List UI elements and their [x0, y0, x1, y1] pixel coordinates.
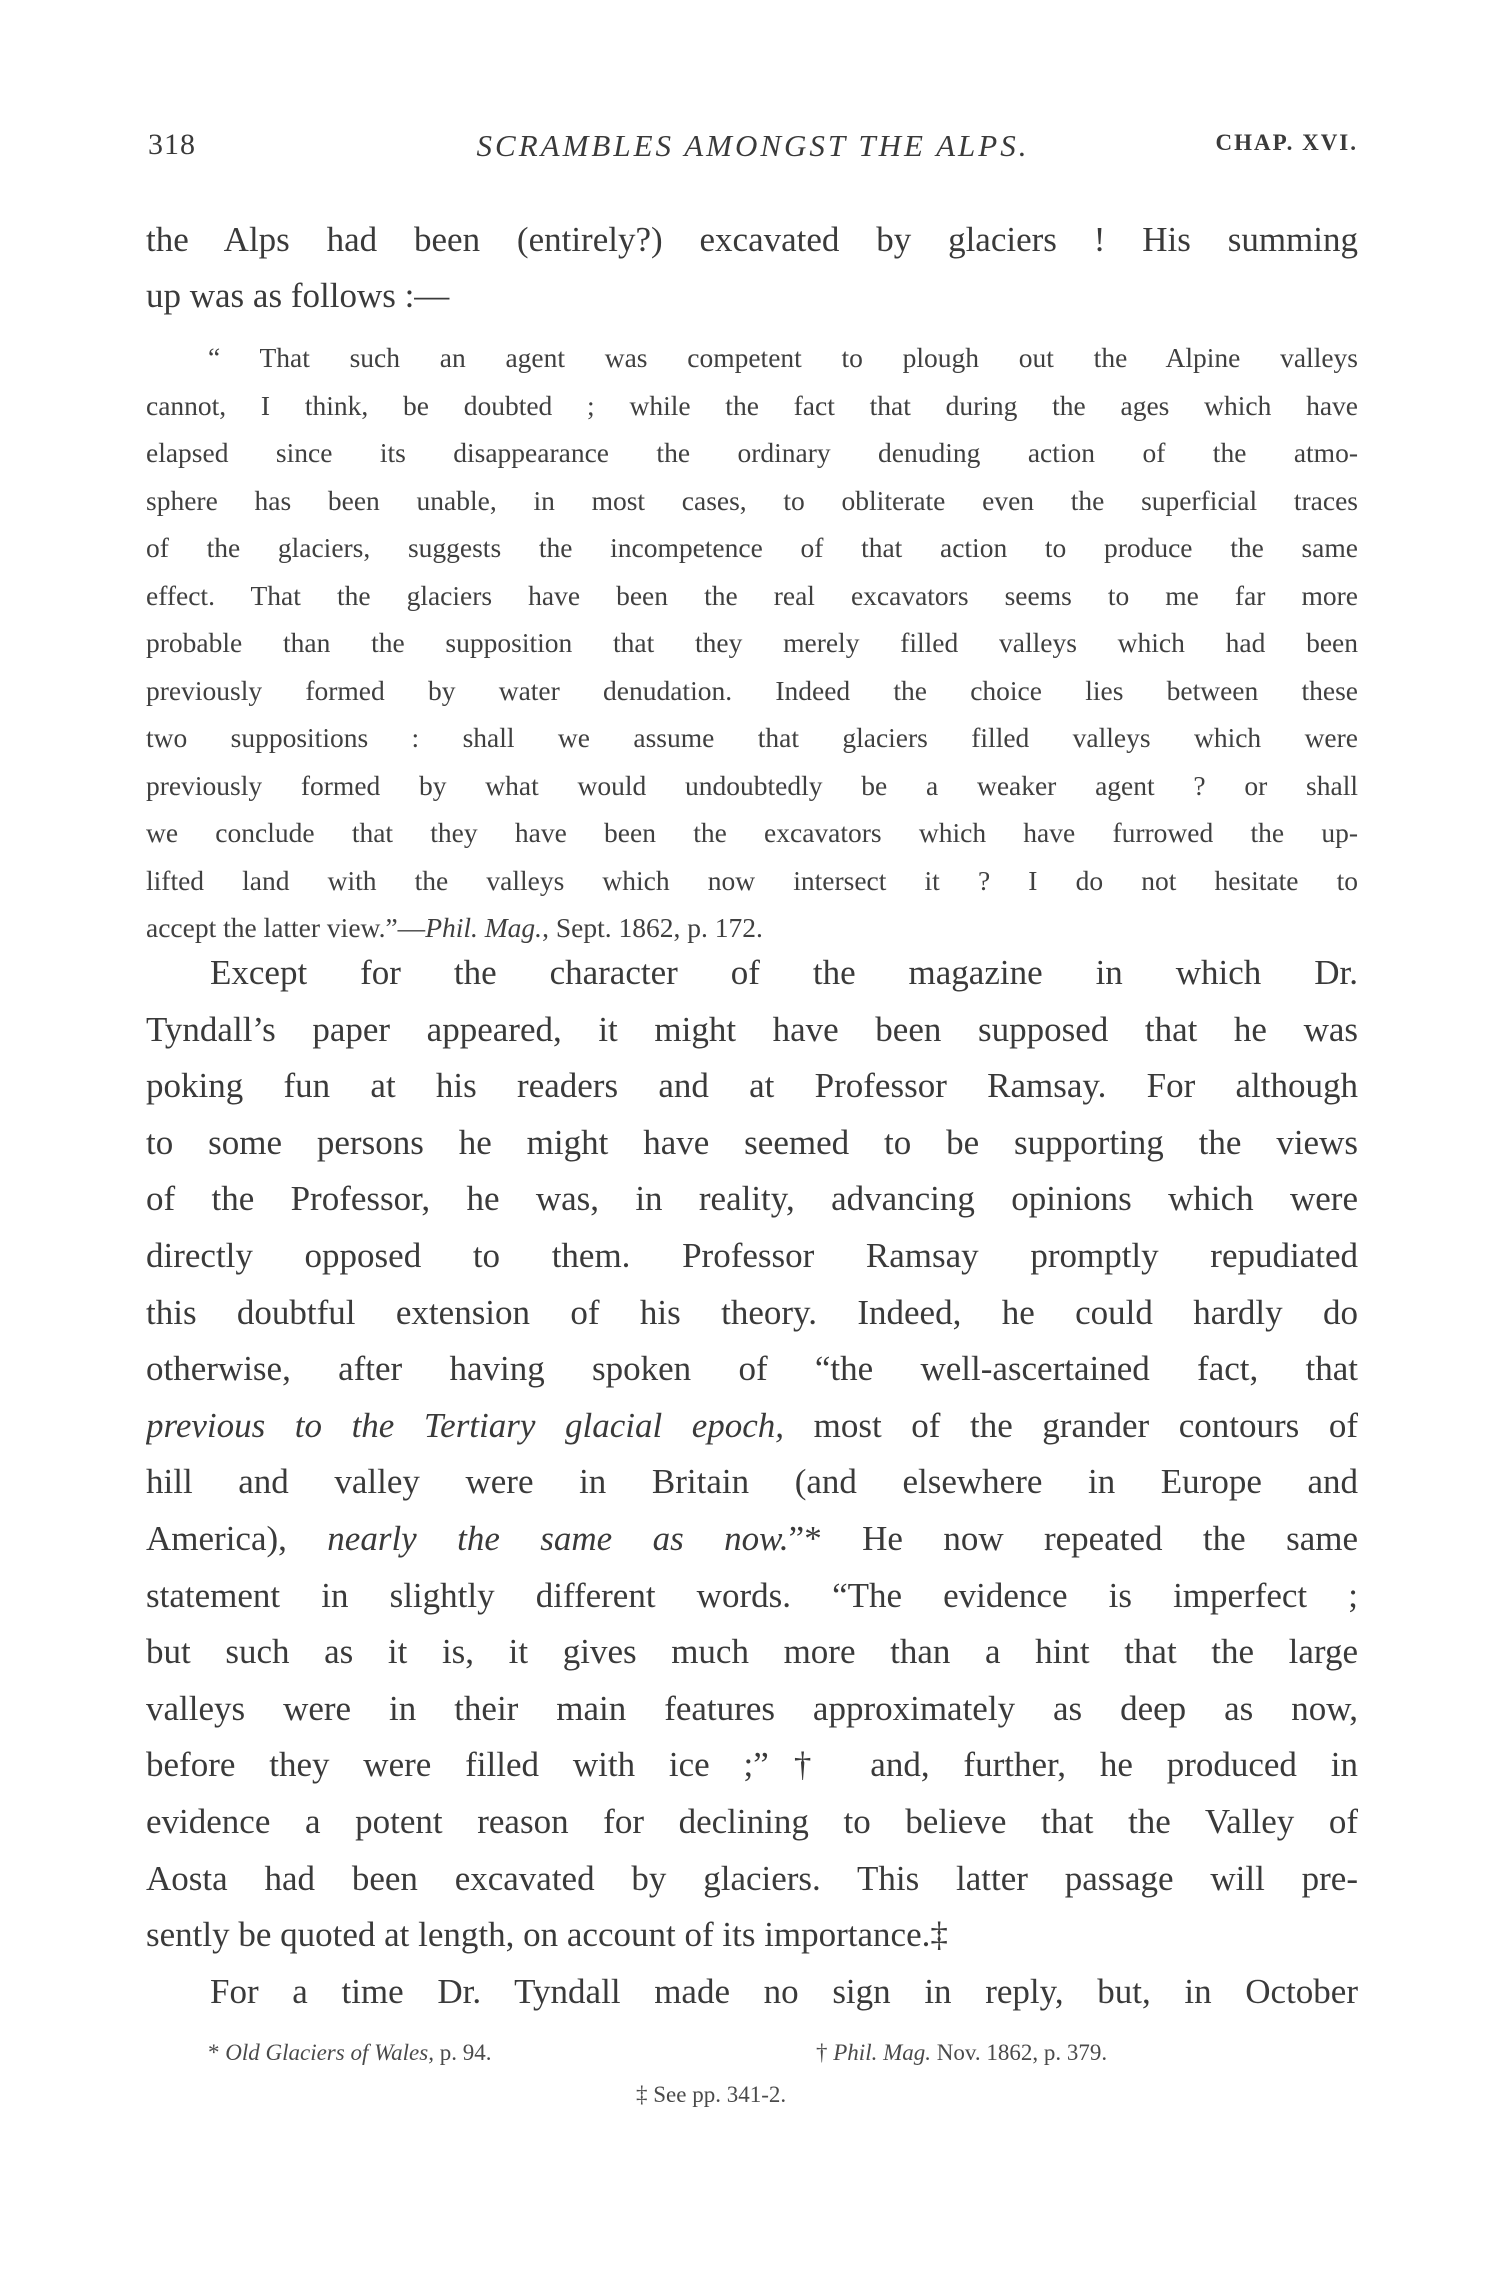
- body-text: [146, 945, 1358, 2020]
- text-run: America),: [146, 1518, 328, 1558]
- quote-line: lifted land with the valleys which now intersect it ? I do not hesitate to: [146, 864, 1358, 896]
- footnote-2: [816, 2040, 1107, 2066]
- text-line: the Alps had been (entirely?) excavated by glaciers ! His summing: [146, 220, 1358, 259]
- text-line: up was as follows :—: [146, 276, 450, 315]
- text-line: otherwise, after having spoken of “the well-ascertained fact, that: [146, 1349, 1358, 1389]
- text-line: hill and valley were in Britain (and elsewhere in Europe and: [146, 1462, 1358, 1502]
- text-line: directly opposed to them. Professor Ramsay promptly repudiated: [146, 1235, 1358, 1275]
- text-line: Aosta had been excavated by glaciers. This latter passage will pre-: [146, 1858, 1358, 1898]
- quote-line: two suppositions : shall we assume that glaciers filled valleys which were: [146, 722, 1358, 753]
- text-run: most of the grander contours of: [784, 1405, 1358, 1445]
- text-line: sently be quoted at length, on account of its importance.‡: [146, 1915, 948, 1955]
- footnote-page: p. 94.: [433, 2040, 492, 2065]
- quote-line: cannot, I think, be doubted ; while the fact that during the ages which have: [146, 389, 1358, 421]
- quote-line: probable than the supposition that they merely filled valleys which had been: [146, 627, 1358, 658]
- text-run: ”* He now repeated the same: [788, 1518, 1358, 1558]
- text-line: For a time Dr. Tyndall made no sign in reply, but, in October: [210, 1971, 1358, 2011]
- text-line: this doubtful extension of his theory. Indeed, he could hardly do: [146, 1292, 1358, 1332]
- italic-phrase: previous to the Tertiary glacial epoch,: [146, 1405, 785, 1445]
- footnote-source: Phil. Mag.: [833, 2040, 931, 2065]
- italic-phrase: nearly the same as now.: [327, 1518, 789, 1558]
- footnote-1: [208, 2040, 491, 2066]
- footnote-page: Nov. 1862, p. 379.: [931, 2040, 1108, 2065]
- quote-line: elapsed since its disappearance the ordinary denuding action of the atmo-: [146, 437, 1358, 468]
- quote-end: accept the latter view.”—: [146, 912, 426, 943]
- quote-line: of the glaciers, suggests the incompetence of that action to produce the same: [146, 532, 1358, 563]
- text-line: [146, 1511, 1358, 1568]
- text-line: statement in slightly different words. “The evidence is imperfect ;: [146, 1575, 1358, 1615]
- quote-line: “ That such an agent was competent to plough out the Alpine valleys: [208, 342, 1358, 373]
- quote-line: we conclude that they have been the excavators which have furrowed the up-: [146, 817, 1358, 848]
- text-line: Tyndall’s paper appeared, it might have been supposed that he was: [146, 1009, 1358, 1049]
- footnotes: [146, 2040, 1358, 2130]
- text-line: of the Professor, he was, in reality, advancing opinions which were: [146, 1179, 1358, 1219]
- quote-line: sphere has been unable, in most cases, to obliterate even the superficial traces: [146, 484, 1358, 516]
- text-line: to some persons he might have seemed to be supporting the views: [146, 1122, 1358, 1162]
- text-line: [146, 1398, 1358, 1455]
- quote-source-date: , Sept. 1862, p. 172.: [542, 912, 763, 943]
- block-quote: [146, 334, 1358, 952]
- running-title: SCRAMBLES AMONGST THE ALPS.: [476, 128, 1030, 163]
- footnote-source: Old Glaciers of Wales,: [225, 2040, 434, 2065]
- footnote-mark: *: [208, 2040, 220, 2065]
- text-line: Except for the character of the magazine in which Dr.: [210, 953, 1358, 992]
- lead-paragraph: [146, 212, 1358, 324]
- chapter-label: CHAP. XVI.: [1215, 130, 1358, 155]
- text-line: valleys were in their main features approximately as deep as now,: [146, 1688, 1358, 1728]
- quote-source: Phil. Mag.: [425, 912, 543, 943]
- text-line: poking fun at his readers and at Professor Ramsay. For although: [146, 1066, 1358, 1106]
- footnote-mark: †: [816, 2040, 828, 2065]
- running-head: [148, 128, 1358, 168]
- quote-line: previously formed by water denudation. Indeed the choice lies between these: [146, 674, 1358, 706]
- text-line: evidence a potent reason for declining to believe that the Valley of: [146, 1801, 1358, 1841]
- page-number: 318: [148, 128, 196, 161]
- quote-line: previously formed by what would undoubtedly be a weaker agent ? or shall: [146, 769, 1358, 801]
- quote-line: effect. That the glaciers have been the real excavators seems to me far more: [146, 579, 1358, 611]
- text-line: before they were filled with ice ;”† and, further, he produced in: [146, 1745, 1358, 1785]
- text-line: but such as it is, it gives much more than a hint that the large: [146, 1632, 1358, 1672]
- footnote-3: ‡ See pp. 341-2.: [636, 2082, 787, 2107]
